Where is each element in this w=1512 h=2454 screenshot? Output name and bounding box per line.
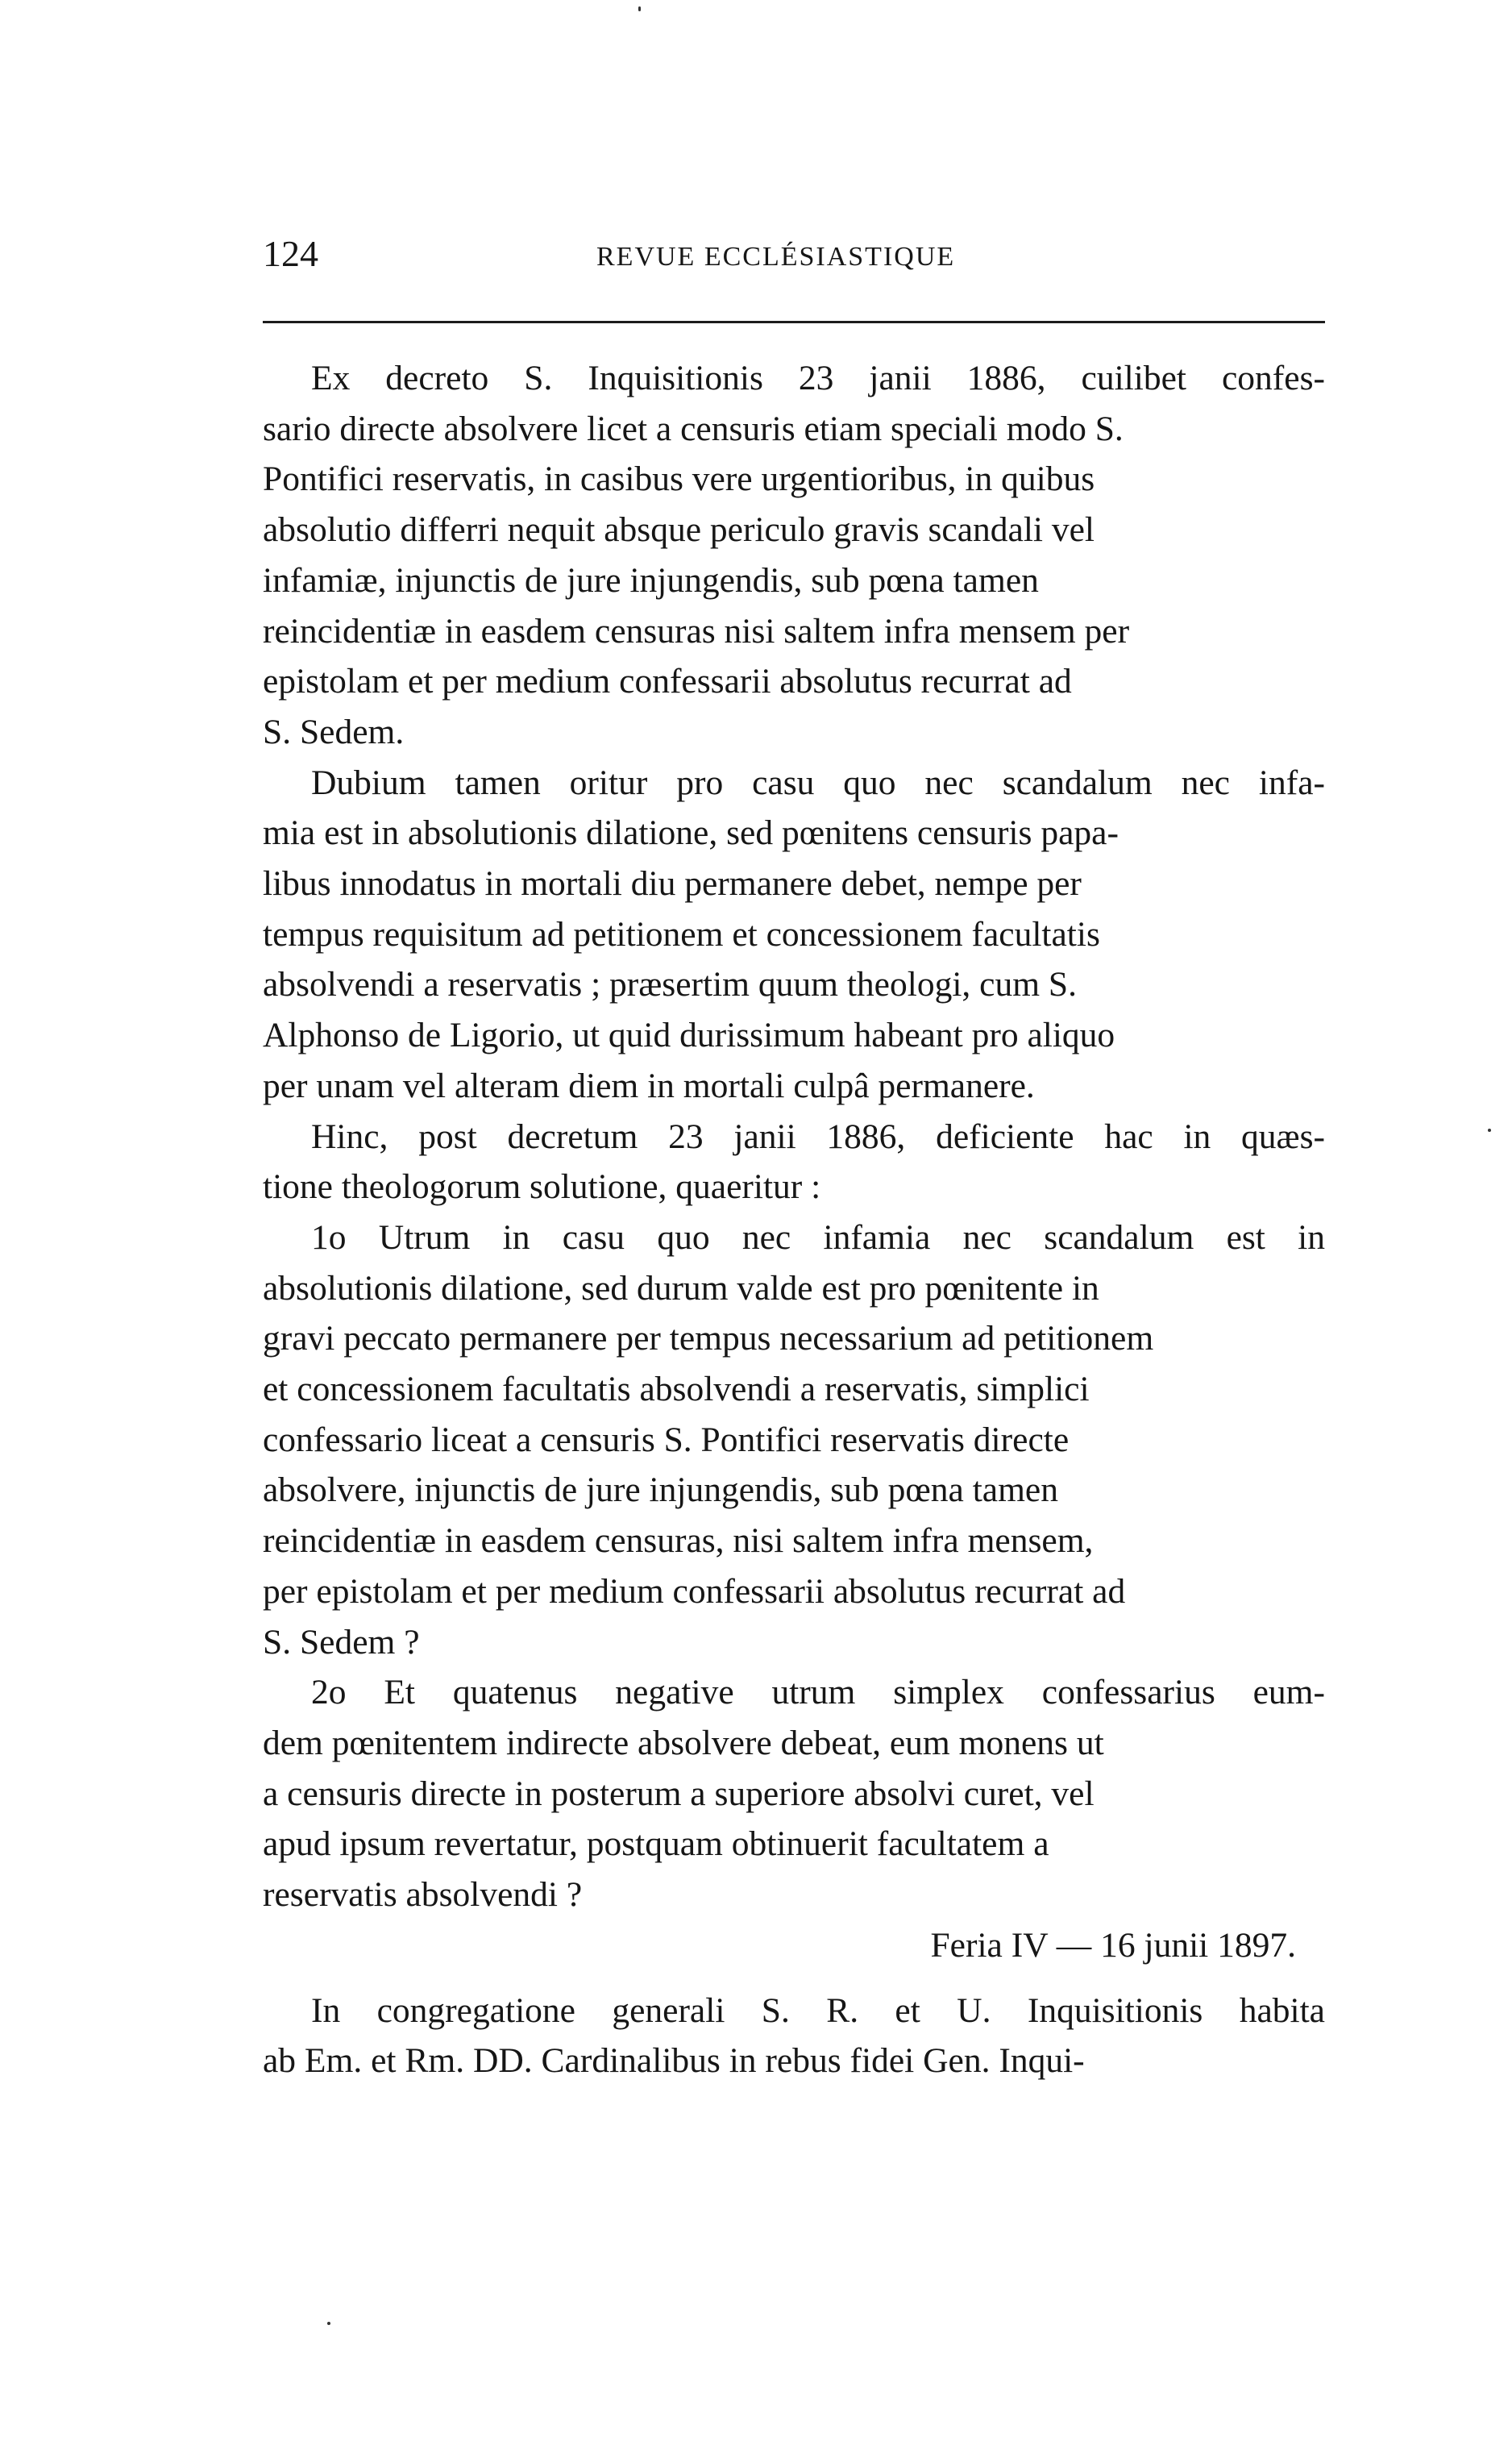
text-line: tione theologorum solutione, quaeritur : [263,1167,821,1207]
text-line: confessario liceat a censuris S. Pontifici reservatis directe [263,1420,1070,1459]
header-rule [263,321,1325,323]
text-line: In congregatione generali S. R. et U. Inquisitionis habita [311,1990,1325,2030]
text-line: absolutio differri nequit absque periculo gravis scandali vel [263,510,1095,550]
text-line: reincidentiæ in easdem censuras, nisi saltem infra mensem, [263,1521,1094,1561]
paragraph-decree [263,353,1325,758]
scan-speck [327,2322,330,2325]
text-line: libus innodatus in mortali diu permanere debet, nempe per [263,864,1082,904]
body-text [263,353,1325,2086]
text-line: per unam vel alteram diem in mortali culpâ permanere. [263,1066,1035,1105]
text-line: apud ipsum revertatur, postquam obtinuerit facultatem a [263,1824,1049,1864]
text-line: a censuris directe in posterum a superiore absolvi curet, vel [263,1774,1095,1813]
paragraph-hinc [263,1112,1325,1212]
text-line: Pontifici reservatis, in casibus vere urgentioribus, in quibus [263,460,1095,499]
page-header [263,230,1325,278]
text-line: dem pœnitentem indirecte absolvere debeat, eum monens ut [263,1723,1104,1762]
running-head: REVUE ECCLÉSIASTIQUE [596,242,956,272]
scan-speck [1488,1129,1491,1132]
text-line: et concessionem facultatis absolvendi a reservatis, simplici [263,1370,1090,1409]
text-line: epistolam et per medium confessarii absolutus recurrat ad [263,662,1072,701]
text-line: Hinc, post decretum 23 janii 1886, deficiente hac in quæs- [311,1117,1325,1156]
paragraph-congregation [263,1986,1325,2086]
text-line: ab Em. et Rm. DD. Cardinalibus in rebus fidei Gen. Inqui- [263,2041,1085,2081]
date-line: Feria IV — 16 junii 1897. [930,1925,1296,1965]
text-line: 2o Et quatenus negative utrum simplex confessarius eum- [311,1673,1325,1712]
scan-speck [638,6,641,11]
text-line: S. Sedem ? [263,1622,420,1662]
text-line: absolvendi a reservatis ; præsertim quum theologi, cum S. [263,965,1077,1004]
text-line: per epistolam et per medium confessarii absolutus recurrat ad [263,1571,1126,1611]
text-line: Dubium tamen oritur pro casu quo nec scandalum nec infa- [311,763,1325,802]
text-line: absolvere, injunctis de jure injungendis, sub pœna tamen [263,1470,1058,1510]
page-number: 124 [263,233,318,274]
text-line: absolutionis dilatione, sed durum valde est pro pœnitente in [263,1268,1099,1308]
text-line: reincidentiæ in easdem censuras nisi saltem infra mensem per [263,611,1130,651]
question-two [263,1667,1325,1920]
text-line: S. Sedem. [263,712,405,751]
text-line: infamiæ, injunctis de jure injungendis, sub pœna tamen [263,560,1039,600]
text-line: mia est in absolutionis dilatione, sed pœnitens censuris papa- [263,813,1119,853]
text-line: 1o Utrum in casu quo nec infamia nec scandalum est in [311,1217,1325,1257]
paragraph-dubium [263,758,1325,1112]
text-line: reservatis absolvendi ? [263,1875,583,1915]
text-line: gravi peccato permanere per tempus necessarium ad petitionem [263,1319,1154,1358]
text-line: Ex decreto S. Inquisitionis 23 janii 1886, cuilibet confes- [311,359,1325,397]
text-line: sario directe absolvere licet a censuris etiam speciali modo S. [263,409,1124,448]
text-line: Alphonso de Ligorio, ut quid durissimum habeant pro aliquo [263,1016,1115,1055]
text-line: tempus requisitum ad petitionem et concessionem facultatis [263,914,1100,954]
question-one [263,1212,1325,1667]
